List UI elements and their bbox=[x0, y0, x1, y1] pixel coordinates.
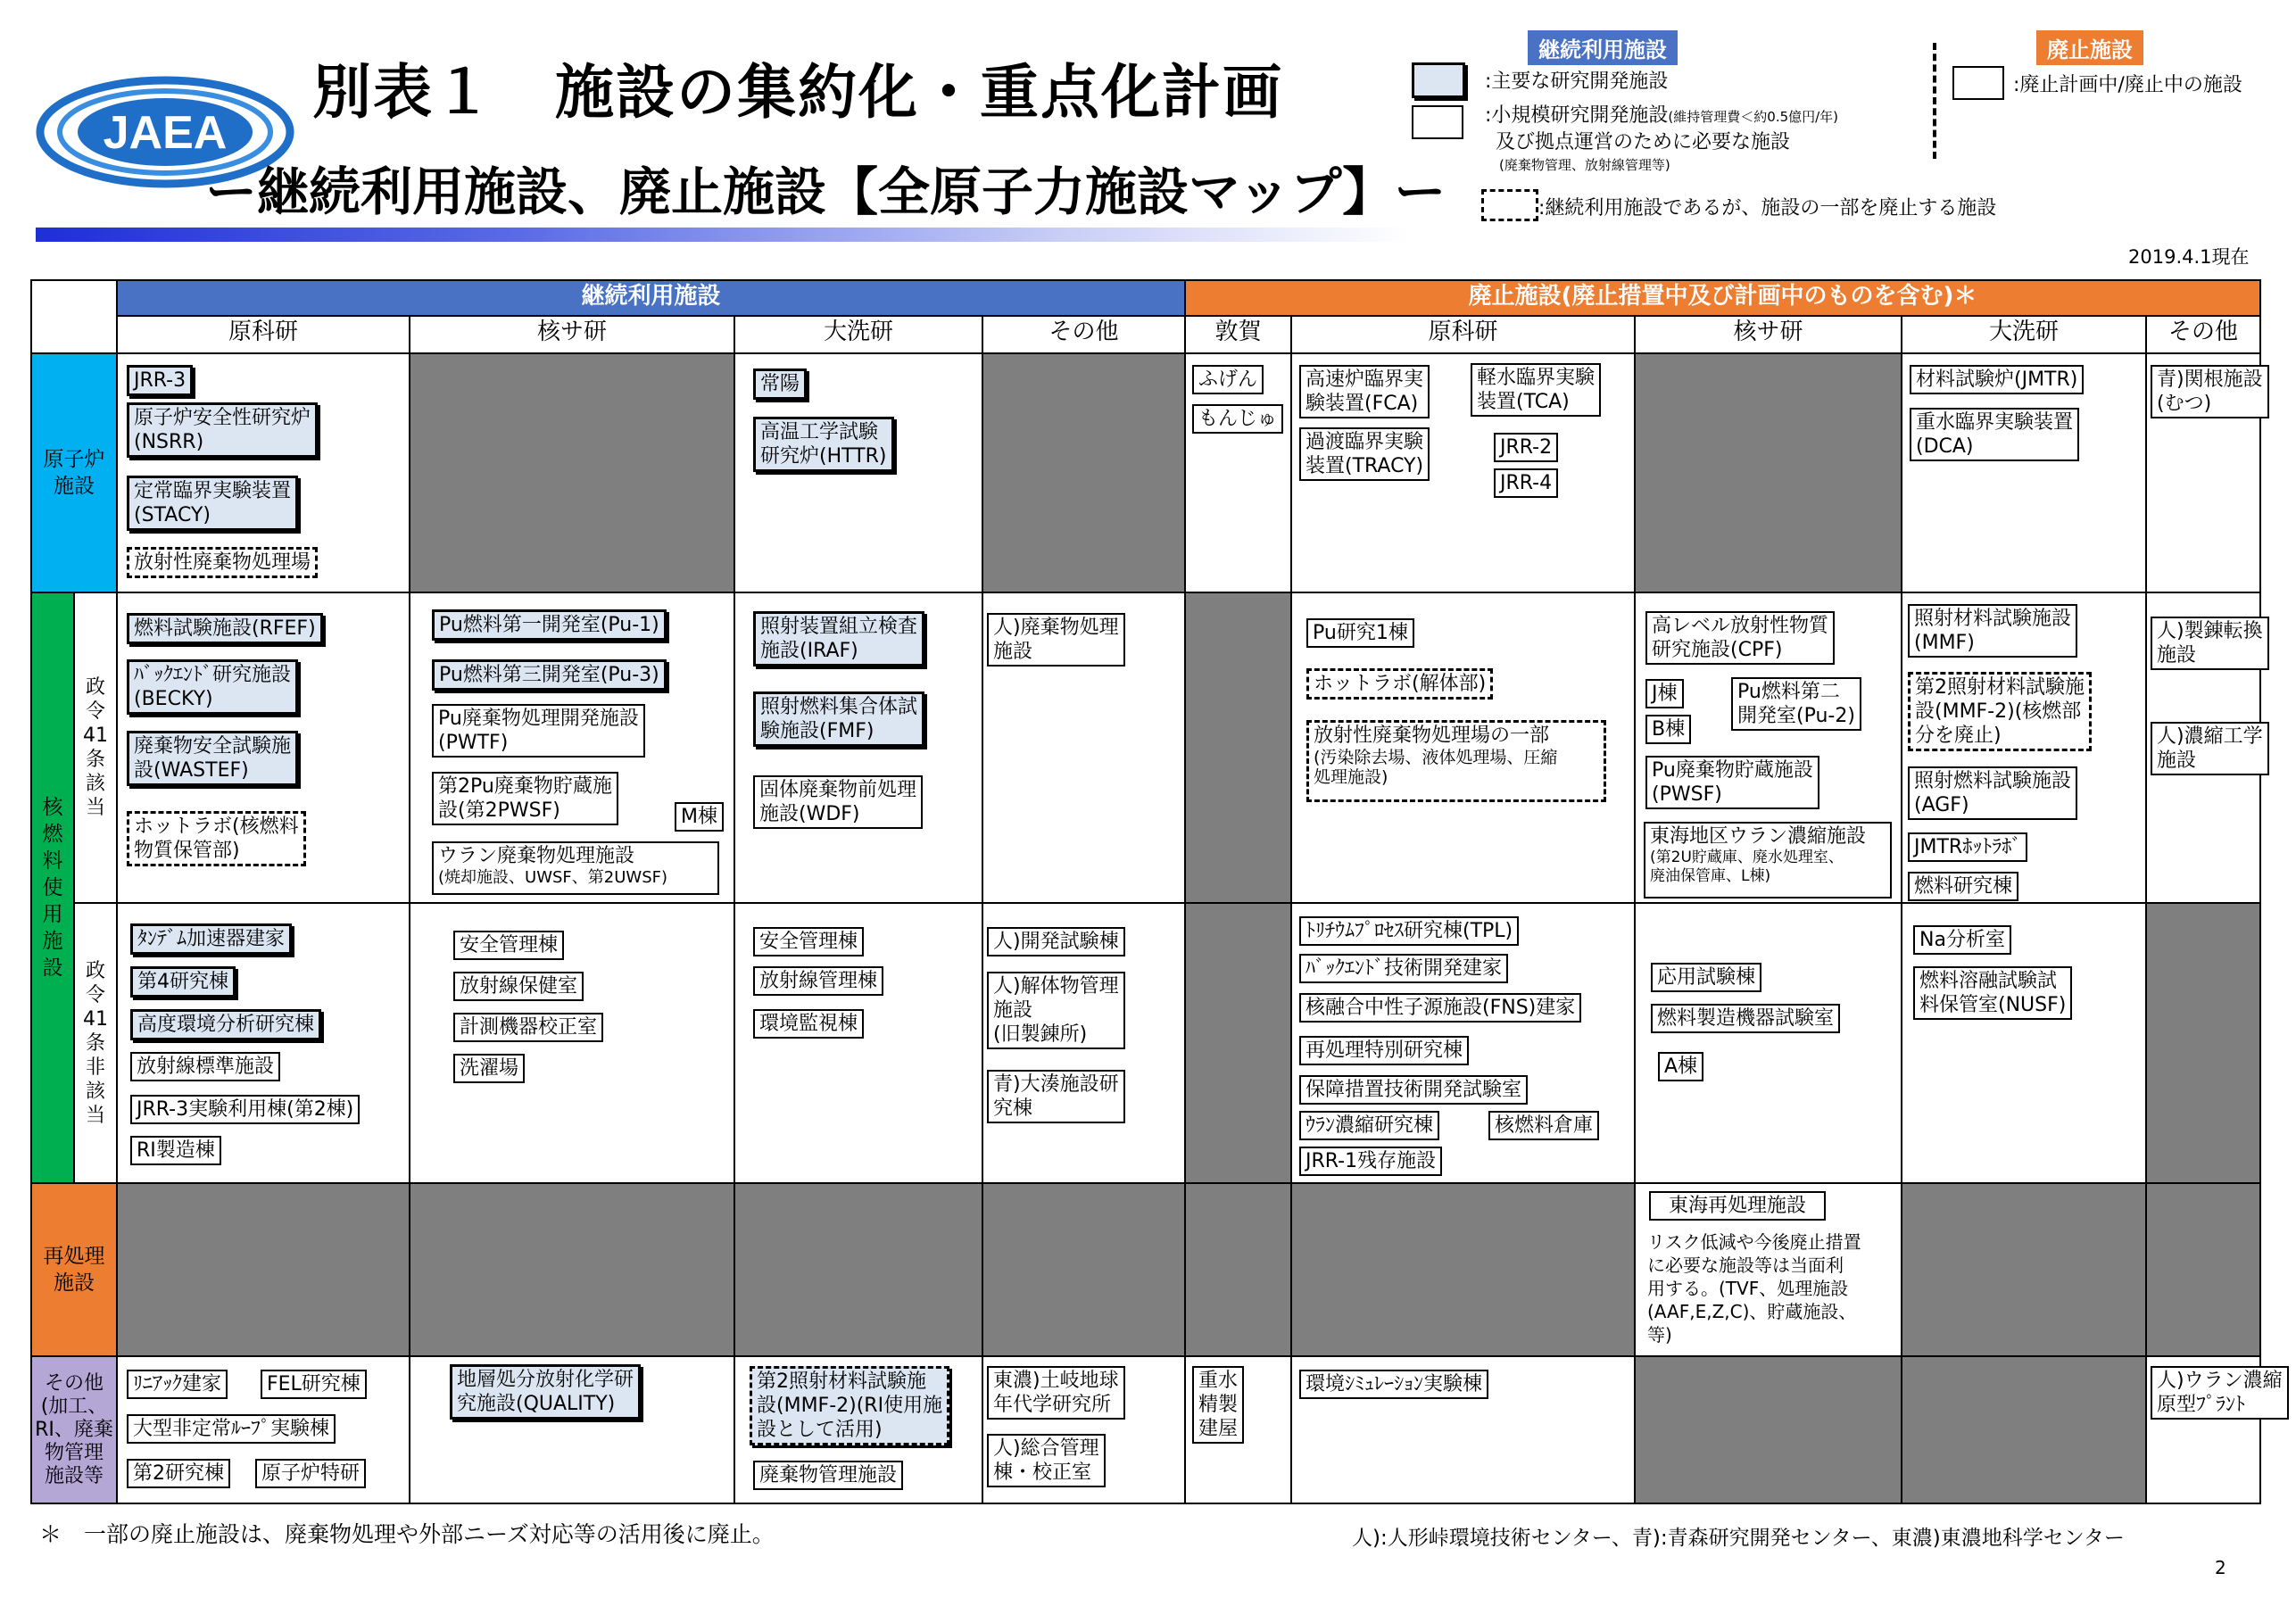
cell-empty bbox=[734, 1182, 983, 1357]
facility-box: 安全管理棟 bbox=[453, 931, 564, 960]
facility-box: 応用試験棟 bbox=[1651, 963, 1761, 992]
col-abolish-genkaken: 原科研 bbox=[1290, 315, 1636, 354]
facility-box: JMTRﾎｯﾄﾗﾎﾞ bbox=[1908, 832, 2027, 862]
facility-box: Pu廃棄物処理開発施設 (PWTF) bbox=[432, 704, 645, 758]
facility-box-partial: ホットラボ(核燃料 物質保管部) bbox=[127, 811, 306, 866]
facility-box: ふげん bbox=[1192, 365, 1264, 394]
facility-label: ウラン廃棄物処理施設 bbox=[438, 845, 635, 867]
facility-label: 東海地区ウラン濃縮施設 bbox=[1650, 825, 1867, 848]
reprocess-note: リスク低減や今後廃止措置 に必要な施設等は当面利 用する。(TVF、処理施設 (AAF,E,Z,C)、貯蔵施設、 等) bbox=[1647, 1231, 1861, 1346]
legend-abolish-label: :廃止計画中/廃止中の施設 bbox=[2013, 74, 2242, 96]
facility-box: もんじゅ bbox=[1192, 404, 1283, 434]
facility-box-partial: 放射性廃棄物処理場 bbox=[127, 547, 318, 578]
col-continue-other: その他 bbox=[982, 315, 1186, 354]
facility-box: M棟 bbox=[675, 802, 724, 832]
legend-main-label: :主要な研究開発施設 bbox=[1485, 70, 1669, 93]
group-header-abolish: 廃止施設(廃止措置中及び計画中のものを含む)＊ bbox=[1184, 279, 2261, 317]
row-reactor: 原子炉 施設 bbox=[30, 352, 118, 593]
facility-box bbox=[1644, 822, 1892, 898]
facility-box: Pu研究1棟 bbox=[1306, 618, 1414, 648]
col-continue-kakusaken: 核サ研 bbox=[409, 315, 735, 354]
facility-box-partial bbox=[1306, 720, 1606, 802]
cell-empty bbox=[982, 1182, 1186, 1357]
facility-box: FEL研究棟 bbox=[261, 1370, 367, 1399]
legend-small-line2: 及び拠点運営のために必要な施設 bbox=[1496, 131, 1791, 153]
col-abolish-other: その他 bbox=[2145, 315, 2261, 354]
facility-box: Na分析室 bbox=[1913, 925, 2011, 955]
cell-empty bbox=[1901, 1355, 2147, 1504]
row-fuel-art41: 政 令 41 条 該 当 bbox=[73, 592, 118, 904]
facility-box: ｳﾗﾝ濃縮研究棟 bbox=[1299, 1111, 1439, 1140]
facility-box: 廃棄物安全試験施 設(WASTEF) bbox=[127, 731, 298, 786]
facility-box: 常陽 bbox=[753, 368, 807, 400]
legend-abolish-swatch bbox=[1952, 66, 2004, 100]
facility-box: 人)濃縮工学 施設 bbox=[2151, 722, 2269, 775]
legend-partial-label: :継続利用施設であるが、施設の一部を廃止する施設 bbox=[1538, 197, 1997, 219]
facility-box: JRR-4 bbox=[1494, 468, 1558, 498]
facility-box: 燃料研究棟 bbox=[1908, 872, 2018, 901]
facility-box: Pu燃料第二 開発室(Pu-2) bbox=[1731, 677, 1861, 731]
facility-sublabel: (第2U貯蔵庫、廃水処理室、 廃油保管庫、L棟) bbox=[1650, 849, 1886, 886]
facility-box: 照射燃料試験施設 (AGF) bbox=[1908, 766, 2077, 820]
facility-box: 放射線保健室 bbox=[453, 972, 584, 1001]
cell-empty bbox=[116, 1182, 410, 1357]
facility-box: JRR-1残存施設 bbox=[1299, 1147, 1442, 1176]
facility-sublabel: (焼却施設、UWSF、第2UWSF) bbox=[438, 868, 713, 888]
legend-small-line3: (廃棄物管理、放射線管理等) bbox=[1499, 157, 1670, 173]
facility-sublabel: (汚染除去場、液体処理場、圧縮 処理施設) bbox=[1314, 748, 1599, 787]
cell-empty bbox=[2145, 902, 2261, 1184]
facility-box: 燃料溶融試験試 料保管室(NUSF) bbox=[1913, 966, 2072, 1020]
facility-box-partial: ホットラボ(解体部) bbox=[1306, 668, 1493, 700]
abbreviation-note: 人):人形峠環境技術センター、青):青森研究開発センター、東濃)東濃地科学センター bbox=[1352, 1527, 2125, 1550]
row-reprocess: 再処理 施設 bbox=[30, 1182, 118, 1357]
svg-text:JAEA: JAEA bbox=[103, 107, 228, 159]
col-abolish-oaraiken: 大洗研 bbox=[1901, 315, 2147, 354]
legend-abolish-title: 廃止施設 bbox=[2036, 30, 2143, 65]
facility-box: Pu廃棄物貯蔵施設 (PWSF) bbox=[1645, 756, 1819, 809]
cell-empty bbox=[982, 352, 1186, 593]
facility-box: 第4研究棟 bbox=[130, 966, 236, 998]
footnote: ＊ 一部の廃止施設は、廃棄物処理や外部ニーズ対応等の活用後に廃止。 bbox=[39, 1521, 775, 1547]
facility-box: 軽水臨界実験 装置(TCA) bbox=[1471, 363, 1601, 417]
facility-box: 青)大湊施設研 究棟 bbox=[987, 1070, 1125, 1123]
facility-box: 再処理特別研究棟 bbox=[1299, 1036, 1469, 1065]
facility-box: 人)総合管理 棟・校正室 bbox=[987, 1434, 1106, 1487]
facility-box: 重水 精製 建屋 bbox=[1192, 1366, 1244, 1444]
cell-empty bbox=[1901, 1182, 2147, 1357]
facility-box: 燃料試験施設(RFEF) bbox=[127, 613, 323, 644]
legend-main-swatch bbox=[1412, 62, 1465, 98]
facility-box: 照射装置組立検査 施設(IRAF) bbox=[753, 611, 924, 667]
facility-box: 原子炉安全性研究炉 (NSRR) bbox=[127, 402, 318, 458]
facility-box: ﾘﾆｱｯｸ建家 bbox=[127, 1370, 228, 1399]
cell-empty bbox=[1184, 902, 1292, 1184]
facility-label: 放射性廃棄物処理場の一部 bbox=[1314, 725, 1550, 747]
facility-box: ﾀﾝﾃﾞﾑ加速器建家 bbox=[130, 923, 292, 955]
facility-box: 固体廃棄物前処理 施設(WDF) bbox=[753, 775, 923, 829]
cell-empty bbox=[1184, 592, 1292, 904]
header-gradient-rule bbox=[36, 228, 1410, 242]
legend-continue-title: 継続利用施設 bbox=[1528, 30, 1678, 65]
facility-box: 東海再処理施設 bbox=[1649, 1191, 1826, 1221]
facility-box: 環境監視棟 bbox=[753, 1009, 864, 1039]
facility-box: 人)開発試験棟 bbox=[987, 927, 1125, 956]
page-number: 2 bbox=[2215, 1557, 2226, 1578]
col-abolish-tsuruga: 敦賀 bbox=[1184, 315, 1292, 354]
cell-empty bbox=[1634, 352, 1902, 593]
facility-box: 核融合中性子源施設(FNS)建家 bbox=[1299, 993, 1581, 1023]
row-other: その他 (加工、 RI、廃棄 物管理 施設等 bbox=[30, 1355, 118, 1504]
facility-box: 第2研究棟 bbox=[127, 1459, 230, 1488]
facility-box: 人)製錬転換 施設 bbox=[2151, 617, 2269, 670]
legend-small-label: :小規模研究開発施設(維持管理費＜約0.5億円/年) bbox=[1485, 104, 1839, 127]
facility-box: 放射線管理棟 bbox=[753, 966, 883, 996]
facility-box: 原子炉特研 bbox=[255, 1459, 366, 1488]
facility-box: B棟 bbox=[1645, 715, 1691, 744]
cell-empty bbox=[2145, 1182, 2261, 1357]
col-continue-oaraiken: 大洗研 bbox=[734, 315, 983, 354]
group-header-continue: 継続利用施設 bbox=[116, 279, 1186, 317]
cell-empty bbox=[409, 1182, 735, 1357]
facility-box: A棟 bbox=[1658, 1052, 1703, 1081]
facility-box: RI製造棟 bbox=[130, 1136, 221, 1165]
legend-divider bbox=[1933, 43, 1936, 159]
facility-box: 人)廃棄物処理 施設 bbox=[987, 613, 1125, 667]
facility-box: 高温工学試験 研究炉(HTTR) bbox=[753, 417, 894, 472]
facility-box: 人)解体物管理 施設 (旧製錬所) bbox=[987, 972, 1125, 1049]
facility-box: ﾄﾘﾁｳﾑﾌﾟﾛｾｽ研究棟(TPL) bbox=[1299, 916, 1519, 946]
cell-empty bbox=[1184, 1182, 1292, 1357]
row-fuel-non-art41: 政 令 41 条 非 該 当 bbox=[73, 902, 118, 1184]
facility-box: 大型非定常ﾙｰﾌﾟ実験棟 bbox=[127, 1414, 336, 1444]
facility-box: JRR-2 bbox=[1494, 433, 1558, 462]
page-title: 別表１ 施設の集約化・重点化計画 bbox=[312, 58, 1283, 127]
facility-box: 放射線標準施設 bbox=[130, 1052, 280, 1081]
facility-box: 廃棄物管理施設 bbox=[753, 1461, 903, 1490]
facility-box: ﾊﾞｯｸｴﾝﾄﾞ研究施設 (BECKY) bbox=[127, 659, 298, 715]
facility-box: 人)ウラン濃縮 原型ﾌﾟﾗﾝﾄ bbox=[2151, 1366, 2289, 1420]
col-abolish-kakusaken: 核サ研 bbox=[1634, 315, 1902, 354]
cell-empty bbox=[409, 352, 735, 593]
facility-map-table bbox=[30, 279, 2283, 1504]
facility-box: 照射材料試験施設 (MMF) bbox=[1908, 604, 2077, 658]
facility-box: 保障措置技術開発試験室 bbox=[1299, 1075, 1528, 1105]
facility-box: 照射燃料集合体試 験施設(FMF) bbox=[753, 691, 924, 747]
facility-box-partial: 第2照射材料試験施 設(MMF-2)(RI使用施 設として活用) bbox=[750, 1366, 949, 1445]
facility-box: JRR-3 bbox=[127, 365, 193, 396]
page-subtitle: ー継続利用施設、廃止施設【全原子力施設マップ】ー bbox=[205, 161, 1446, 222]
facility-box: Pu燃料第三開発室(Pu-3) bbox=[432, 659, 667, 691]
facility-box: 地層処分放射化学研 究施設(QUALITY) bbox=[450, 1364, 641, 1420]
facility-box: 材料試験炉(JMTR) bbox=[1910, 365, 2084, 394]
facility-box: 安全管理棟 bbox=[753, 927, 864, 956]
facility-box: 重水臨界実験装置 (DCA) bbox=[1910, 408, 2079, 461]
facility-box: 高速炉臨界実 験装置(FCA) bbox=[1299, 365, 1430, 418]
facility-box: 洗濯場 bbox=[453, 1054, 525, 1083]
corner-cell bbox=[30, 279, 118, 354]
facility-box: J棟 bbox=[1645, 679, 1684, 708]
facility-box: 環境ｼﾐｭﾚｰｼｮﾝ実験棟 bbox=[1299, 1370, 1488, 1399]
facility-box: 定常臨界実験装置 (STACY) bbox=[127, 476, 298, 531]
facility-box: 高レベル放射性物質 研究施設(CPF) bbox=[1645, 611, 1835, 665]
facility-box: 第2Pu廃棄物貯蔵施 設(第2PWSF) bbox=[432, 772, 618, 825]
facility-box: 計測機器校正室 bbox=[453, 1013, 603, 1042]
facility-box: 高度環境分析研究棟 bbox=[130, 1009, 321, 1040]
facility-box: 燃料製造機器試験室 bbox=[1651, 1004, 1840, 1033]
facility-box-partial: 第2照射材料試験施 設(MMF-2)(核燃部 分を廃止) bbox=[1908, 672, 2092, 751]
facility-box: 核燃料倉庫 bbox=[1488, 1111, 1599, 1140]
row-fuel: 核 燃 料 使 用 施 設 bbox=[30, 592, 75, 1184]
legend-small-swatch bbox=[1412, 105, 1463, 139]
cell-empty bbox=[1290, 1182, 1636, 1357]
facility-box: 過渡臨界実験 装置(TRACY) bbox=[1299, 427, 1430, 481]
facility-box: JRR-3実験利用棟(第2棟) bbox=[130, 1095, 360, 1124]
facility-box: 青)関根施設 (むつ) bbox=[2151, 365, 2269, 418]
cell bbox=[1634, 902, 1902, 1184]
cell-empty bbox=[1634, 1355, 1902, 1504]
as-of-date: 2019.4.1現在 bbox=[2128, 246, 2250, 268]
legend-partial-swatch bbox=[1481, 189, 1538, 221]
col-continue-genkaken: 原科研 bbox=[116, 315, 410, 354]
facility-box bbox=[432, 841, 719, 895]
facility-box: Pu燃料第一開発室(Pu-1) bbox=[432, 609, 667, 641]
facility-box: ﾊﾞｯｸｴﾝﾄﾞ技術開発建家 bbox=[1299, 954, 1508, 983]
facility-box: 東濃)土岐地球 年代学研究所 bbox=[987, 1366, 1125, 1420]
